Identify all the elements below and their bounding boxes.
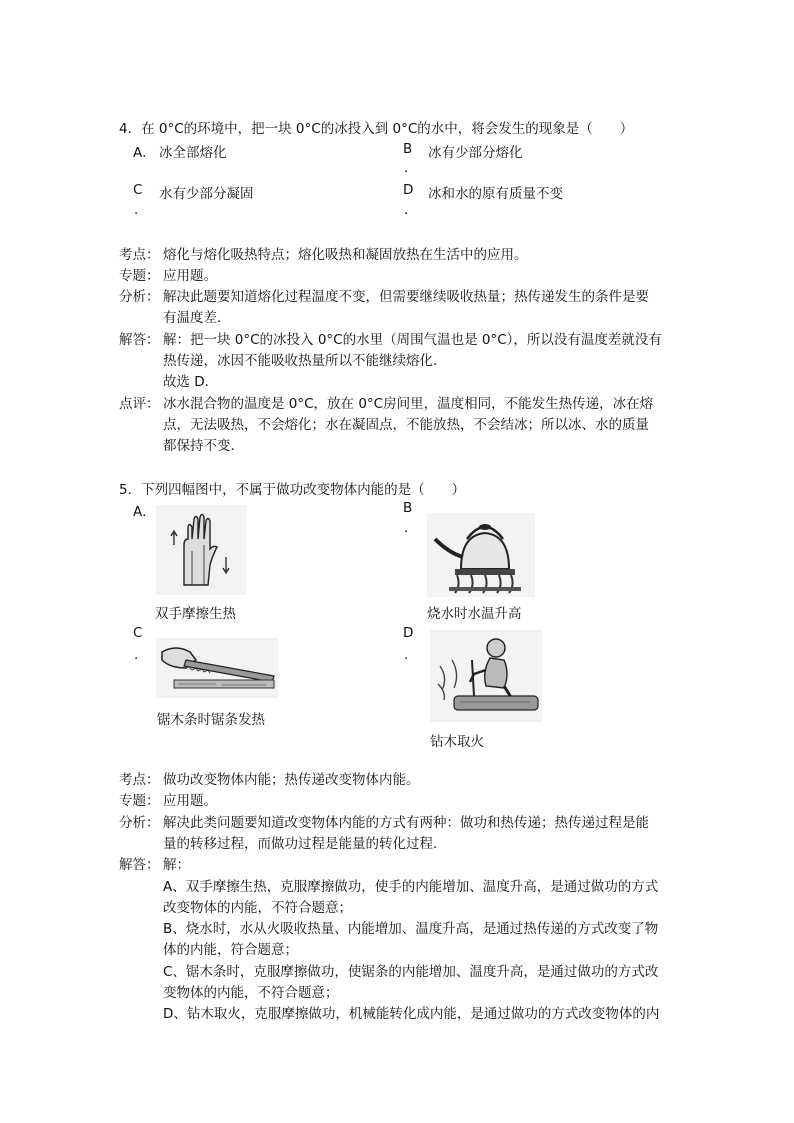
zhuanti-label: 专题： [119,268,160,284]
drill-fire-image [430,630,542,722]
saw-wood-image [156,638,278,698]
dianping-text-3: 都保持不变． [163,438,244,454]
q4-option-d-key: D [403,182,414,198]
q5-option-d-key: D [403,625,414,641]
kaodian-text: 熔化与熔化吸热特点；熔化吸热和凝固放热在生活中的应用。 [163,247,528,263]
kaodian-label: 考点： [119,772,160,788]
q5-option-a-caption: 双手摩擦生热 [155,606,236,622]
q5-option-d-caption: 钻木取火 [430,734,484,750]
fenxi-label: 分析： [119,815,160,831]
q5-option-c-dot: . [134,647,139,663]
jieda-a-1: A、双手摩擦生热，克服摩擦做功，使手的内能增加、温度升高，是通过做功的方式 [163,879,659,895]
dianping-label: 点评： [119,396,160,412]
fenxi-text-2: 量的转移过程，而做功过程是能量的转化过程． [163,836,447,852]
jieda-label: 解答： [119,332,160,348]
jieda-a-2: 改变物体的内能，不符合题意； [163,900,352,916]
q5-option-c-key: C [133,625,143,641]
q4-option-d-dot: . [404,202,409,218]
q5-option-b-caption: 烧水时水温升高 [427,606,522,622]
jieda-text: 解：把一块 0°C的冰投入 0°C的水里（周围气温也是 0°C），所以没有温度差就没有 [163,332,662,348]
jieda-b-1: B、烧水时，水从火吸收热量、内能增加、温度升高，是通过热传递的方式改变了物 [163,921,659,937]
q5-option-c-caption: 锯木条时锯条发热 [157,712,265,728]
q5-option-d-dot: . [404,647,409,663]
q5-stem: 5．下列四幅图中，不属于做功改变物体内能的是（ ） [119,482,466,498]
fenxi-text: 解决此类问题要知道改变物体内能的方式有两种：做功和热传递；热传递过程是能 [163,815,649,831]
zhuanti-text: 应用题。 [163,268,217,284]
jieda-c-1: C、锯木条时，克服摩擦做功，使锯条的内能增加、温度升高，是通过做功的方式改 [163,964,659,980]
zhuanti-text: 应用题。 [163,793,217,809]
kaodian-text: 做功改变物体内能；热传递改变物体内能。 [163,772,420,788]
q5-option-a-key: A． [133,504,156,520]
q4-stem: 4．在 0°C的环境中，把一块 0°C的冰投入到 0°C的水中，将会发生的现象是（ ） [119,121,634,137]
q4-option-b-text: 冰有少部分熔化 [428,145,523,161]
q4-option-b-dot: . [404,160,409,176]
jieda-c-2: 变物体的内能，不符合题意； [163,985,339,1001]
jieda-text-3: 故选 D． [163,374,219,390]
jieda-d-1: D、钻木取火，克服摩擦做功，机械能转化成内能，是通过做功的方式改变物体的内 [163,1006,660,1022]
q4-option-c-key: C [133,182,143,198]
jieda-label: 解答： [119,857,160,873]
kettle-image [427,513,535,597]
q4-option-c-text: 水有少部分凝固 [159,186,254,202]
fenxi-text: 解决此题要知道熔化过程温度不变，但需要继续吸收热量；热传递发生的条件是要 [163,289,649,305]
fenxi-text-2: 有温度差． [163,310,231,326]
dianping-text-2: 点，无法吸热，不会熔化；水在凝固点，不能放热，不会结冰；所以冰、水的质量 [163,417,649,433]
q4-option-d-text: 冰和水的原有质量不变 [428,186,563,202]
jieda-text-2: 热传递，冰因不能吸收热量所以不能继续熔化． [163,353,447,369]
q4-option-b-key: B [403,141,413,157]
hands-rubbing-image [156,505,246,595]
kaodian-label: 考点： [119,247,160,263]
zhuanti-label: 专题： [119,793,160,809]
q4-option-c-dot: . [134,202,139,218]
q5-option-b-key: B [403,500,413,516]
q4-option-a-text: 冰全部熔化 [159,145,227,161]
q4-option-a-key: A． [133,145,156,161]
q5-option-b-dot: . [404,520,409,536]
jieda-text: 解： [163,857,190,873]
dianping-text: 冰水混合物的温度是 0°C，放在 0°C房间里，温度相同，不能发生热传递，冰在熔 [163,396,654,412]
fenxi-label: 分析： [119,289,160,305]
jieda-b-2: 体的内能，符合题意； [163,942,298,958]
